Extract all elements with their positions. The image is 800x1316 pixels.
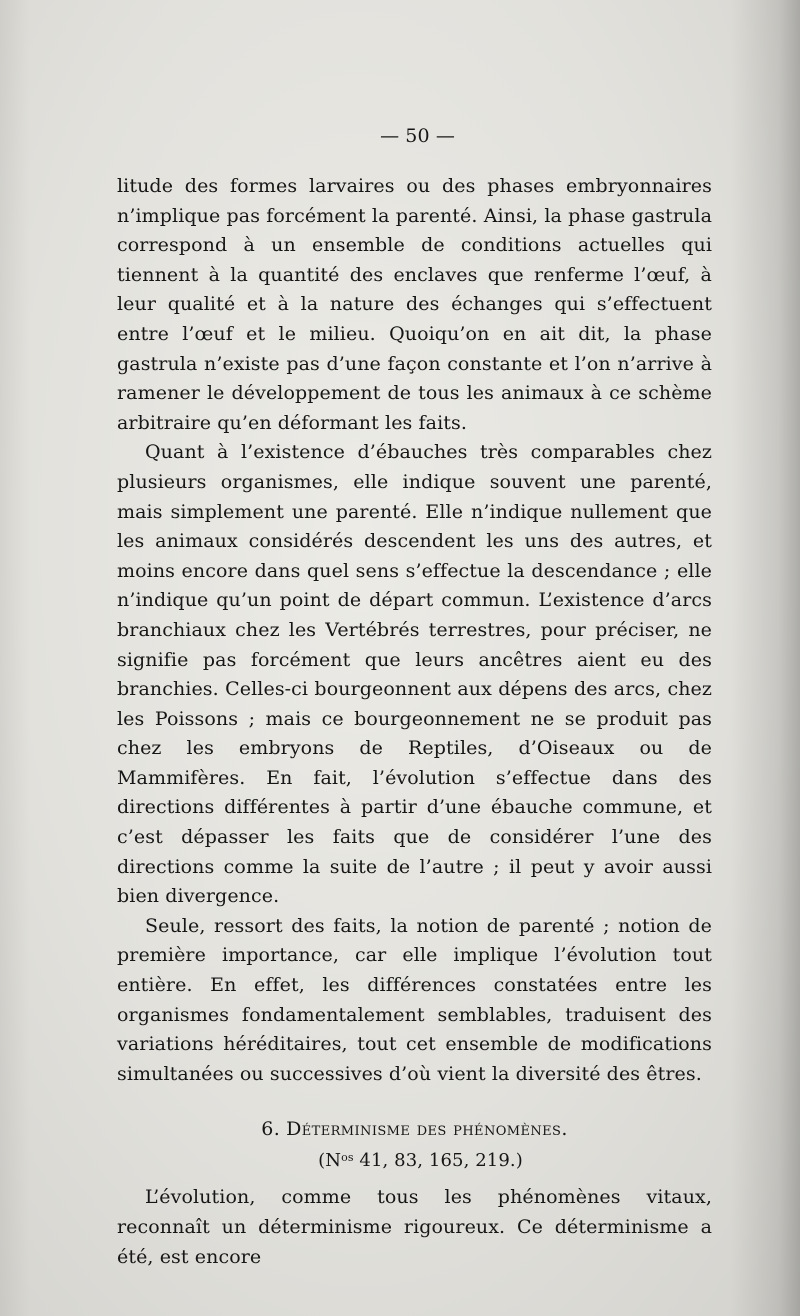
refs-superscript: os	[341, 1151, 354, 1165]
section-heading	[117, 1115, 712, 1144]
section-number: 6.	[261, 1118, 281, 1141]
page-number: — 50 —	[380, 125, 455, 147]
refs-prefix: (N	[318, 1150, 342, 1172]
text-block	[117, 120, 712, 1272]
paragraph-3: Seule, ressort des faits, la notion de parenté ; notion de première importance, car elle implique l’évolution tout entière. En effet, les différences constatées entre les organismes fondamentalement semblables, traduisent des variations héréditaires, tout cet ensemble de modifications simultanées ou successives d’où vient la diversité des êtres.	[117, 914, 712, 1085]
refs-list: 41, 83, 165, 219.)	[353, 1150, 523, 1172]
paragraph-1: litude des formes larvaires ou des phases embryonnaires n’implique pas forcément la parenté. Ainsi, la phase gastrula correspond à un ensemble de conditions actuelles qui tiennent à la quantité des enclaves que renferme l’œuf, à leur qualité et à la nature des échanges qui s’effectuent entre l’œuf et le milieu. Quoiqu’on en ait dit, la phase gastrula n’existe pas d’une façon constante et l’on n’arrive à ramener le développement de tous les animaux à ce schème arbitraire qu’en déformant les faits.	[117, 175, 712, 434]
paragraph-2: Quant à l’existence d’ébauches très comparables chez plusieurs organismes, elle indique souvent une parenté, mais simplement une parenté. Elle n’indique nullement que les animaux considérés descendent les uns des autres, et moins encore dans quel sens s’effectue la descendance ; elle n’indique qu’un point de départ commun. L’existence d’arcs branchiaux chez les Vertébrés terrestres, pour préciser, ne signifie pas forcément que leurs ancêtres aient eu des branchies. Celles-ci bourgeonnent aux dépens des arcs, chez les Poissons ; mais ce bourgeonnement ne se produit pas chez les embryons de Reptiles, d’Oiseaux ou de Mammifères. En fait, l’évolution s’effectue dans des directions différentes à partir d’une ébauche commune, et c’est dépasser les faits que de considérer l’une des directions comme la suite de l’autre ; il peut y avoir aussi bien divergence.	[117, 441, 712, 908]
paragraph-4: L’évolution, comme tous les phénomènes vitaux, reconnaît un déterminisme rigoureux. Ce déterminisme a été, est encore	[117, 1186, 712, 1268]
section-references	[117, 1144, 712, 1175]
section-title: Déterminisme des phénomènes.	[286, 1118, 568, 1141]
